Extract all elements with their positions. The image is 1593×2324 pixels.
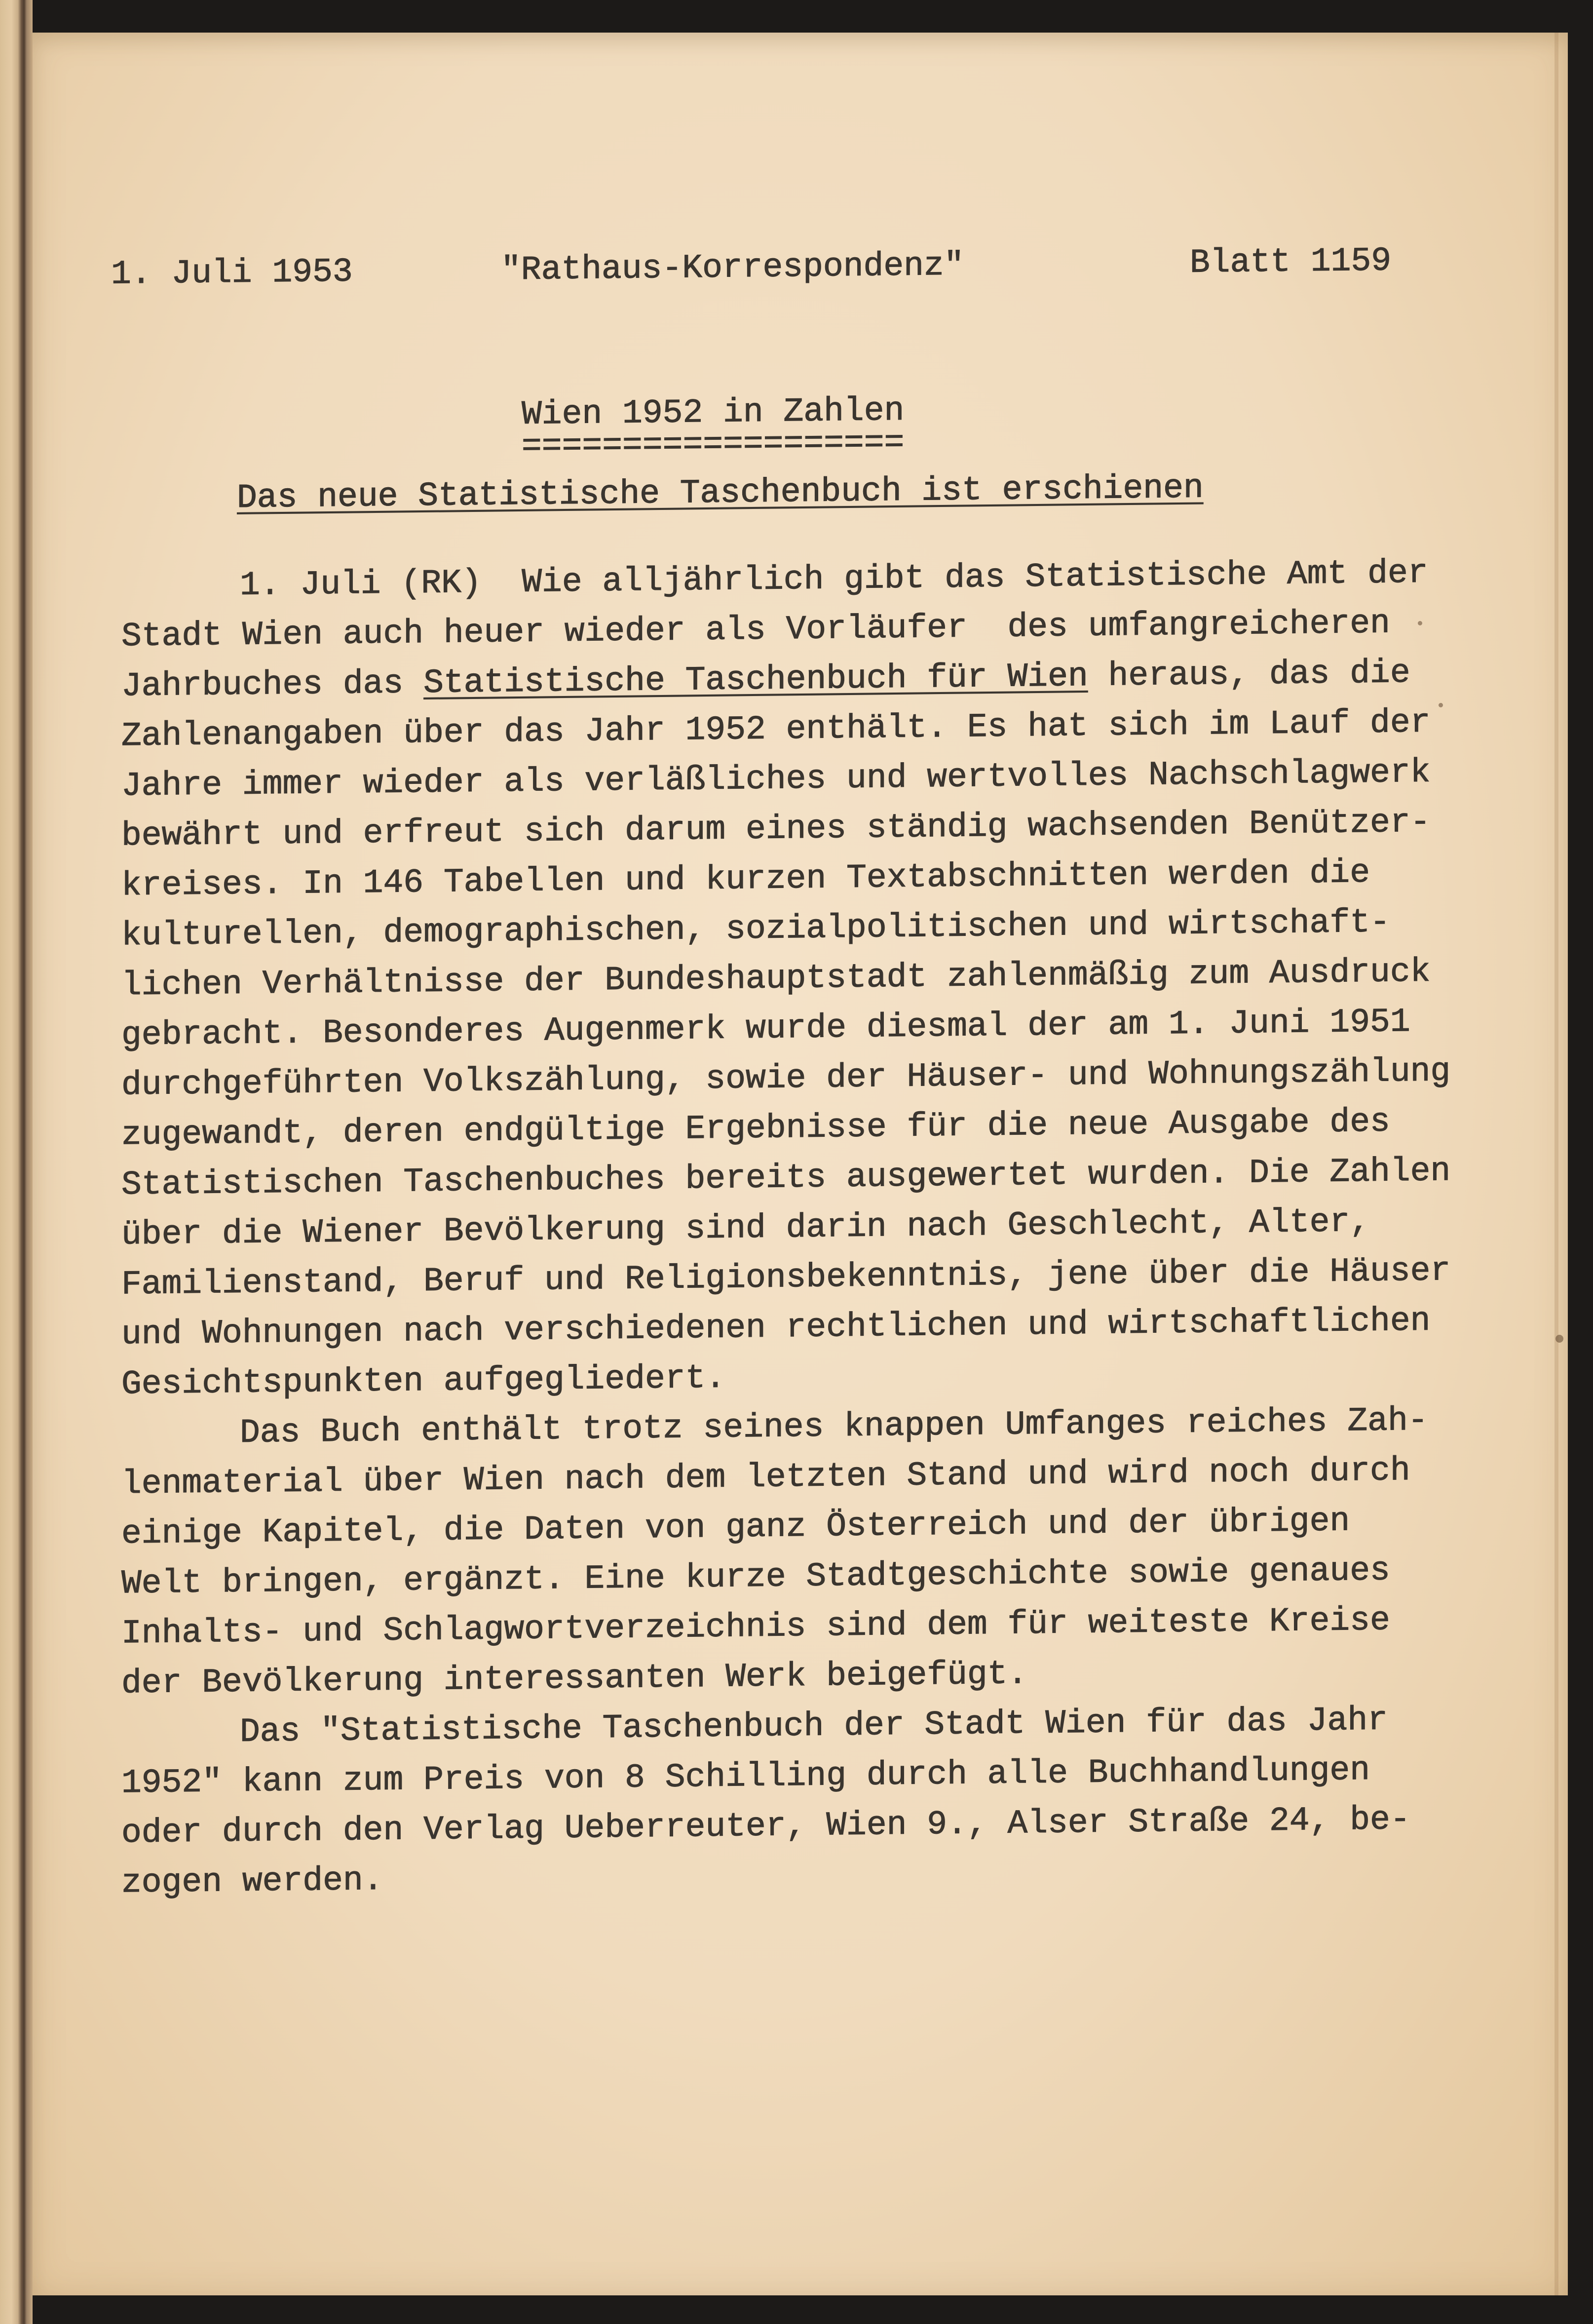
body-line: zugewandt, deren endgültige Ergebnisse für die neue Ausgabe des	[121, 1103, 1390, 1155]
body-line: bewährt und erfreut sich darum eines ständig wachsenden Benützer-	[121, 803, 1431, 855]
underlined-book-title: Statistische Taschenbuch für Wien	[423, 657, 1088, 703]
body-line: Das "Statistische Taschenbuch der Stadt Wien für das Jahr	[240, 1701, 1388, 1751]
body-line: zogen werden.	[121, 1861, 383, 1902]
body-line: Stadt Wien auch heuer wieder als Vorläufer des umfangreicheren	[121, 604, 1390, 656]
body-line: Zahlenangaben über das Jahr 1952 enthält. Es hat sich im Lauf der	[121, 703, 1431, 756]
body-line: einige Kapitel, die Daten von ganz Österreich und der übrigen	[121, 1502, 1350, 1553]
body-line: Familienstand, Beruf und Religionsbekenntnis, jene über die Häuser	[121, 1252, 1451, 1304]
body-line: Gesichtspunkten aufgegliedert.	[121, 1359, 726, 1404]
page-edge-shadow	[1555, 33, 1558, 2295]
body-line: gebracht. Besonderes Augenmerk wurde diesmal der am 1. Juni 1951	[121, 1003, 1410, 1055]
body-line: Welt bringen, ergänzt. Eine kurze Stadtgeschichte sowie genaues	[121, 1551, 1390, 1603]
body-line: lichen Verhältnisse der Bundeshauptstadt zahlenmäßig zum Ausdruck	[121, 953, 1431, 1005]
body-line: lenmaterial über Wien nach dem letzten Stand und wird noch durch	[121, 1452, 1410, 1504]
body-line-segment: heraus, das die	[1088, 654, 1410, 696]
paper-speck	[1555, 1335, 1563, 1343]
body-line: Inhalts- und Schlagwortverzeichnis sind dem für weiteste Kreise	[121, 1601, 1390, 1653]
body-line: der Bevölkerung interessanten Werk beigefügt.	[121, 1655, 1028, 1703]
body-line: kulturellen, demographischen, sozialpolitischen und wirtschaft-	[121, 903, 1390, 955]
header-sheet-number: Blatt 1159	[1190, 242, 1392, 282]
body-line: oder durch den Verlag Ueberreuter, Wien 9., Alser Straße 24, be-	[121, 1801, 1410, 1853]
body-line: kreises. In 146 Tabellen und kurzen Textabschnitten werden die	[121, 853, 1370, 905]
body-line: Das Buch enthält trotz seines knappen Umfanges reiches Zah-	[240, 1401, 1428, 1452]
body-line: und Wohnungen nach verschiedenen rechtlichen und wirtschaftlichen	[121, 1302, 1431, 1354]
body-line: 1952" kann zum Preis von 8 Schilling durch alle Buchhandlungen	[121, 1751, 1370, 1803]
body-line: 1. Juli (RK) Wie alljährlich gibt das Statistische Amt der	[240, 554, 1428, 605]
body-line: Jahre immer wieder als verläßliches und wertvolles Nachschlagwerk	[121, 753, 1431, 806]
body-line: über die Wiener Bevölkerung sind darin nach Geschlecht, Alter,	[121, 1202, 1370, 1254]
body-line: Statistischen Taschenbuches bereits ausgewertet wurden. Die Zahlen	[121, 1152, 1451, 1204]
subtitle: Das neue Statistische Taschenbuch ist erschienen	[237, 469, 1204, 517]
body-line-segment: Jahrbuches das	[121, 664, 424, 706]
title-rule: ===================	[522, 424, 905, 466]
page-title: Wien 1952 in Zahlen	[522, 391, 905, 434]
header-publication: "Rathaus-Korrespondenz"	[501, 246, 964, 290]
header-date: 1. Juli 1953	[111, 253, 353, 294]
body-text	[121, 548, 1479, 1908]
body-line: durchgeführten Volkszählung, sowie der Häuser- und Wohnungszählung	[121, 1052, 1451, 1105]
